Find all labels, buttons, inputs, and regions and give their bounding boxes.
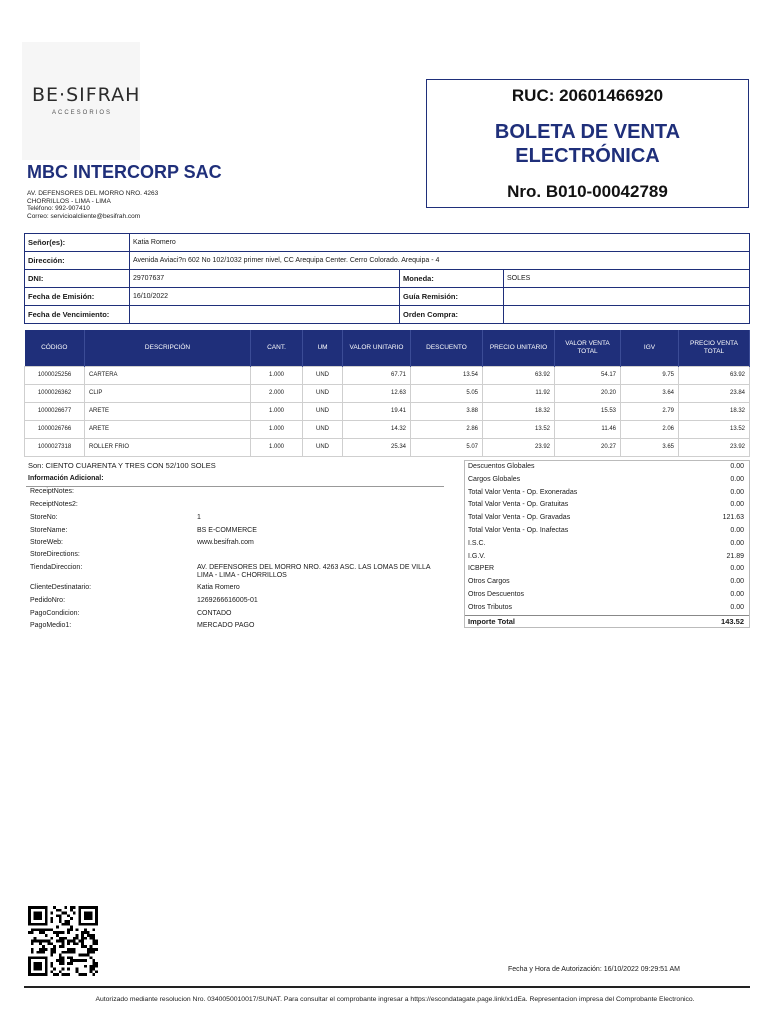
direccion-value: Avenida Aviaci?n 602 No 102/1032 primer nivel, CC Arequipa Center. Cerro Colorado. Arequipa - 4	[130, 252, 750, 270]
info-key: StoreDirections:	[30, 551, 80, 558]
totals-row	[465, 525, 749, 538]
item-um: UND	[303, 402, 343, 420]
authorization-date: Fecha y Hora de Autorización: 16/10/2022 09:29:51 AM	[508, 966, 681, 973]
totals-label: ICBPER	[468, 565, 495, 573]
info-key: ReceiptNotes:	[30, 488, 74, 495]
totals-label: Total Valor Venta - Op. Exoneradas	[468, 488, 578, 496]
header-descripcion: DESCRIPCIÓN	[85, 330, 251, 366]
item-codigo: 1000027318	[25, 438, 85, 456]
totals-value: 0.00	[730, 488, 744, 496]
orden-value	[504, 306, 750, 324]
totals-value: 121.63	[722, 514, 744, 522]
totals-value: 0.00	[730, 578, 744, 586]
customer-table	[24, 233, 750, 324]
company-info	[27, 190, 158, 220]
document-header-box	[426, 79, 749, 208]
totals-value: 0.00	[730, 565, 744, 573]
totals-label: Otros Descuentos	[468, 590, 525, 598]
customer-row-senor	[25, 234, 750, 252]
info-key: PedidoNro:	[30, 597, 66, 604]
totals-value: 0.00	[730, 539, 744, 547]
item-valor-unitario: 19.41	[343, 402, 411, 420]
dni-value: 29707637	[130, 270, 400, 288]
info-value: AV. DEFENSORES DEL MORRO NRO. 4263 ASC. LAS LOMAS DE VILLA LIMA - LIMA - CHORRILLOS	[197, 564, 431, 579]
item-igv: 2.06	[621, 420, 679, 438]
item-precio-venta-total: 23.92	[679, 438, 750, 456]
item-valor-venta-total: 11.46	[555, 420, 621, 438]
additional-info-divider	[26, 486, 444, 487]
item-valor-unitario: 14.32	[343, 420, 411, 438]
header-codigo: CÓDIGO	[25, 330, 85, 366]
totals-label: Otros Cargos	[468, 578, 510, 586]
totals-row	[465, 461, 749, 474]
header-valor-venta-total: VALOR VENTA TOTAL	[555, 330, 621, 366]
totals-label: Total Valor Venta - Op. Gratuitas	[468, 501, 569, 509]
totals-label: Total Valor Venta - Op. Gravadas	[468, 514, 571, 522]
senor-value: Katia Romero	[130, 234, 750, 252]
item-precio-venta-total: 23.84	[679, 384, 750, 402]
info-key: ReceiptNotes2:	[30, 501, 78, 508]
items-table	[24, 330, 750, 457]
item-descuento: 5.05	[411, 384, 483, 402]
moneda-label: Moneda:	[400, 270, 504, 288]
item-um: UND	[303, 420, 343, 438]
totals-value: 0.00	[730, 603, 744, 611]
totals-row	[465, 563, 749, 576]
item-descuento: 2.86	[411, 420, 483, 438]
item-cant: 1.000	[251, 420, 303, 438]
totals-row	[465, 538, 749, 551]
item-valor-unitario: 67.71	[343, 366, 411, 384]
item-codigo: 1000025256	[25, 366, 85, 384]
customer-row-direccion	[25, 252, 750, 270]
item-precio-unitario: 11.92	[483, 384, 555, 402]
item-precio-venta-total: 18.32	[679, 402, 750, 420]
totals-value: 21.89	[726, 552, 744, 560]
item-igv: 3.65	[621, 438, 679, 456]
qr-code-icon	[28, 906, 98, 976]
company-name: MBC INTERCORP SAC	[27, 162, 222, 182]
amount-in-words: Son: CIENTO CUARENTA Y TRES CON 52/100 SOLES	[28, 461, 216, 470]
info-value: MERCADO PAGO	[197, 622, 255, 629]
company-address-line1: AV. DEFENSORES DEL MORRO NRO. 4263	[27, 190, 159, 197]
info-key: TiendaDireccion:	[30, 564, 83, 571]
table-row	[25, 420, 750, 438]
item-descuento: 13.54	[411, 366, 483, 384]
importe-total-label: Importe Total	[468, 616, 515, 626]
item-descripcion: ROLLER FRIO	[85, 438, 251, 456]
item-igv: 2.79	[621, 402, 679, 420]
fecha-venc-value	[130, 306, 400, 324]
item-igv: 9.75	[621, 366, 679, 384]
item-codigo: 1000026677	[25, 402, 85, 420]
totals-label: I.S.C.	[468, 539, 486, 547]
item-valor-unitario: 25.34	[343, 438, 411, 456]
item-valor-venta-total: 20.20	[555, 384, 621, 402]
table-row	[25, 438, 750, 456]
totals-row	[465, 576, 749, 589]
item-um: UND	[303, 366, 343, 384]
item-precio-unitario: 18.32	[483, 402, 555, 420]
item-precio-venta-total: 63.92	[679, 366, 750, 384]
totals-label: Descuentos Globales	[468, 463, 535, 470]
table-row	[25, 366, 750, 384]
item-precio-unitario: 13.52	[483, 420, 555, 438]
logo-name: BE·SIFRAH	[32, 84, 141, 106]
item-descripcion: CLIP	[85, 384, 251, 402]
item-cant: 1.000	[251, 402, 303, 420]
company-logo	[22, 42, 140, 160]
footer-legal-text: Autorizado mediante resolucion Nro. 0340050010017/SUNAT. Para consultar el comprobante ingresar a https://escondatagate.page.link/x1dEa. Representacion impresa del Comprobante Electronico.	[95, 996, 695, 1003]
item-descripcion: ARETE	[85, 402, 251, 420]
header-cant: CANT.	[251, 330, 303, 366]
company-phone: Teléfono: 992-907410	[27, 205, 90, 213]
guia-value	[504, 288, 750, 306]
fecha-emision-value: 16/10/2022	[130, 288, 400, 306]
info-value: 1	[197, 514, 201, 521]
info-key: ClienteDestinatario:	[30, 584, 92, 591]
info-key: PagoCondicion:	[30, 610, 80, 617]
item-cant: 1.000	[251, 366, 303, 384]
item-valor-unitario: 12.63	[343, 384, 411, 402]
totals-value: 0.00	[730, 463, 744, 470]
document-title	[427, 120, 748, 168]
item-valor-venta-total: 54.17	[555, 366, 621, 384]
item-cant: 1.000	[251, 438, 303, 456]
info-key: PagoMedio1:	[30, 622, 72, 629]
item-descuento: 3.88	[411, 402, 483, 420]
info-value: www.besifrah.com	[197, 539, 254, 546]
importe-total-row	[465, 615, 749, 628]
totals-row	[465, 551, 749, 564]
item-codigo: 1000026362	[25, 384, 85, 402]
header-precio-unitario: PRECIO UNITARIO	[483, 330, 555, 366]
info-key: StoreNo:	[30, 514, 58, 521]
totals-label: Otros Tributos	[468, 603, 512, 611]
header-igv: IGV	[621, 330, 679, 366]
item-descripcion: ARETE	[85, 420, 251, 438]
item-valor-venta-total: 15.53	[555, 402, 621, 420]
totals-label: I.G.V.	[468, 552, 486, 560]
customer-row-dni	[25, 270, 750, 288]
totals-row	[465, 499, 749, 512]
guia-label: Guía Remisión:	[400, 288, 504, 306]
ruc-number: RUC: 20601466920	[511, 86, 664, 105]
item-igv: 3.64	[621, 384, 679, 402]
totals-label: Total Valor Venta - Op. Inafectas	[468, 526, 569, 534]
totals-row	[465, 487, 749, 500]
importe-total-value: 143.52	[721, 616, 744, 626]
totals-row	[465, 602, 749, 615]
info-key: StoreWeb:	[30, 539, 63, 546]
item-precio-unitario: 63.92	[483, 366, 555, 384]
additional-info-title: Información Adicional:	[28, 475, 104, 482]
header-valor-unitario: VALOR UNITARIO	[343, 330, 411, 366]
direccion-label: Dirección:	[25, 252, 130, 270]
customer-row-fecha-venc	[25, 306, 750, 324]
senor-label: Señor(es):	[25, 234, 130, 252]
totals-row	[465, 474, 749, 487]
totals-row	[465, 589, 749, 602]
orden-label: Orden Compra:	[400, 306, 504, 324]
totals-value: 0.00	[730, 475, 744, 483]
fecha-emision-label: Fecha de Emisión:	[25, 288, 130, 306]
info-key: StoreName:	[30, 527, 68, 534]
document-title-line1: BOLETA DE VENTA	[494, 121, 681, 143]
table-row	[25, 402, 750, 420]
item-um: UND	[303, 384, 343, 402]
info-value: BS E-COMMERCE	[197, 527, 257, 534]
item-precio-unitario: 23.92	[483, 438, 555, 456]
header-um: UM	[303, 330, 343, 366]
items-header-row	[25, 330, 750, 366]
logo-subtitle: ACCESORIOS	[51, 110, 112, 116]
fecha-venc-label: Fecha de Vencimiento:	[25, 306, 130, 324]
item-descuento: 5.07	[411, 438, 483, 456]
item-descripcion: CARTERA	[85, 366, 251, 384]
company-address-line2: CHORRILLOS - LIMA - LIMA	[27, 197, 111, 205]
table-row	[25, 384, 750, 402]
totals-value: 0.00	[730, 501, 744, 509]
item-um: UND	[303, 438, 343, 456]
totals-row	[465, 512, 749, 525]
company-email: Correo: servicioalcliente@besifrah.com	[27, 212, 141, 220]
item-valor-venta-total: 20.27	[555, 438, 621, 456]
totals-box	[464, 460, 750, 628]
totals-label: Cargos Globales	[468, 475, 521, 483]
footer-divider	[24, 986, 750, 988]
item-cant: 2.000	[251, 384, 303, 402]
customer-row-fecha-emision	[25, 288, 750, 306]
totals-value: 0.00	[730, 590, 744, 598]
document-title-line2: ELECTRÓNICA	[515, 145, 660, 167]
header-precio-venta-total: PRECIO VENTA TOTAL	[679, 330, 750, 366]
info-value: Katia Romero	[197, 584, 240, 591]
dni-label: DNI:	[25, 270, 130, 288]
moneda-value: SOLES	[504, 270, 750, 288]
info-value: CONTADO	[197, 610, 232, 617]
header-descuento: DESCUENTO	[411, 330, 483, 366]
item-codigo: 1000026766	[25, 420, 85, 438]
info-value: 1269266616005-01	[197, 597, 258, 604]
totals-value: 0.00	[730, 526, 744, 534]
document-number: Nro. B010-00042789	[507, 182, 668, 201]
item-precio-venta-total: 13.52	[679, 420, 750, 438]
